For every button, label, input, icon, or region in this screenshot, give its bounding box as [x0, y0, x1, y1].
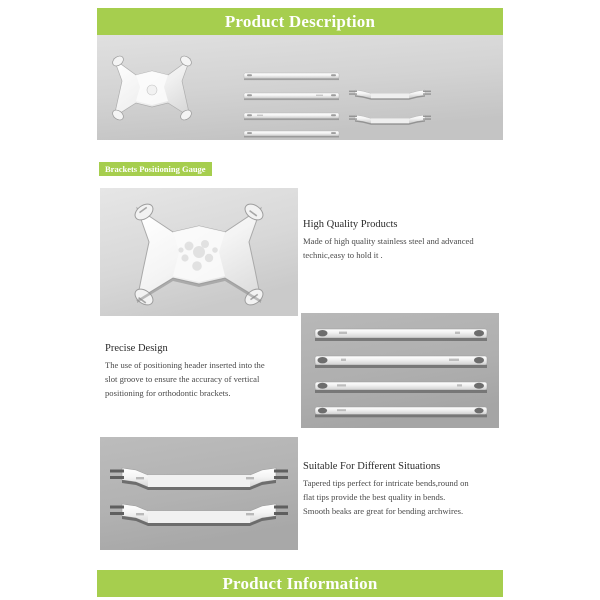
- feature-photo-suitable-situations: [100, 437, 298, 550]
- feature-body-line: Made of high quality stainless steel and advanced: [303, 236, 474, 247]
- hero-photo-artwork: [97, 35, 503, 140]
- feature-body-line: Smooth beaks are great for bending archwires.: [303, 505, 464, 516]
- feature-body-line: technic,easy to hold it .: [303, 249, 383, 260]
- hero-product-photo: [97, 35, 503, 140]
- feature-body-line: slot groove to ensure the accuracy of vertical: [105, 373, 260, 384]
- feature-photo-high-quality-products: [100, 188, 298, 316]
- ruler-bar: [315, 407, 487, 417]
- ruler-bar: [315, 356, 487, 368]
- feature-text-high-quality-products: [303, 219, 508, 263]
- feature-text-precise-design: [105, 343, 310, 401]
- ruler-bar: [315, 382, 487, 393]
- star-gauge-photo-artwork: [100, 188, 298, 316]
- feature-body-high-quality-products: [303, 235, 508, 263]
- banner-title-product-information: Product Information: [222, 574, 378, 593]
- feature-body-line: positioning for orthodontic brackets.: [105, 387, 231, 398]
- section-banner-product-information: [97, 570, 503, 597]
- feature-body-precise-design: [105, 359, 310, 401]
- feature-body-line: flat tips provide the best quality in bends.: [303, 491, 446, 502]
- section-banner-product-description: [97, 8, 503, 35]
- feature-body-suitable-situations: [303, 477, 508, 519]
- tag-label: Brackets Positioning Gauge: [105, 163, 206, 174]
- feature-text-suitable-situations: [303, 461, 508, 519]
- bending-tools-photo-artwork: [100, 437, 298, 550]
- feature-body-line: Tapered tips perfect for intricate bends,round on: [303, 478, 469, 489]
- feature-photo-precise-design: [301, 313, 499, 428]
- ruler-bar: [315, 329, 487, 341]
- feature-body-line: The use of positioning header inserted into the: [105, 360, 265, 371]
- banner-title-product-description: Product Description: [224, 12, 376, 31]
- feature-heading-high-quality-products: High Quality Products: [303, 219, 398, 230]
- brackets-positioning-gauge-tag: [99, 162, 212, 176]
- feature-heading-suitable-situations: Suitable For Different Situations: [303, 461, 441, 472]
- ruler-bars-photo-artwork: [301, 313, 499, 428]
- feature-heading-precise-design: Precise Design: [105, 343, 168, 354]
